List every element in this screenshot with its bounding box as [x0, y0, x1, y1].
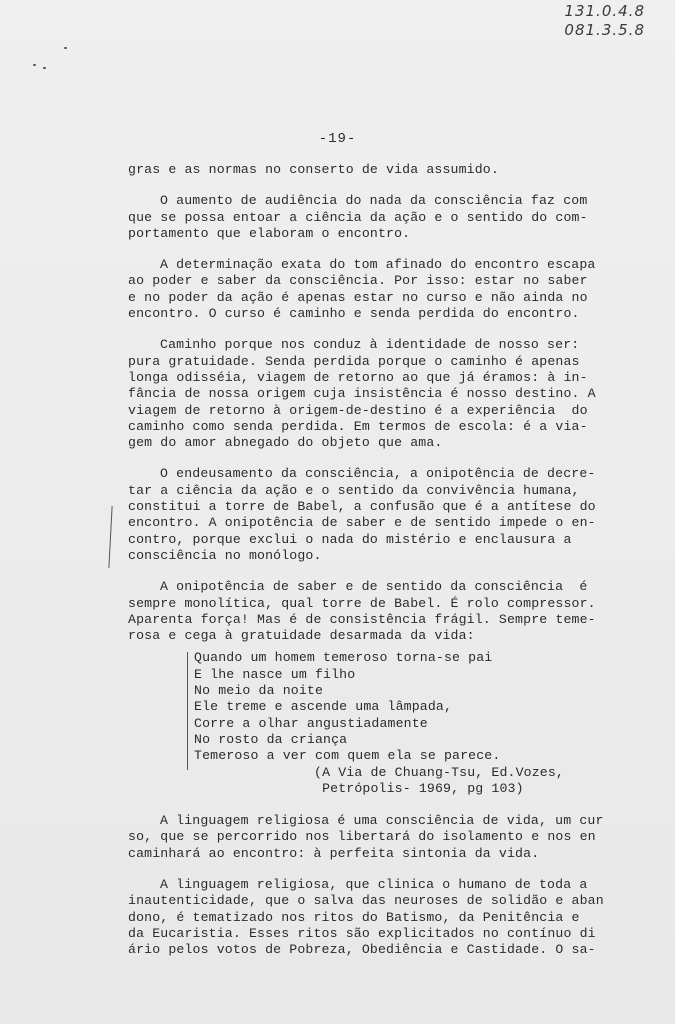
text-line: longa odisséia, viagem de retorno ao que já éramos: à in-: [128, 369, 588, 385]
text-line: inautenticidade, que o salva das neuroses de solidão e aban: [128, 893, 604, 909]
text-line: encontro. A onipotência de saber e de sentido impede o en-: [128, 515, 596, 531]
poem-line: E lhe nasce um filho: [194, 666, 356, 682]
text-line: constitui a torre de Babel, a confusão que é a antítese do: [128, 499, 596, 515]
margin-mark: [108, 506, 112, 568]
text-line: Caminho porque nos conduz à identidade de nosso ser:: [160, 337, 580, 353]
text-line: portamento que elaboram o encontro.: [128, 225, 411, 241]
text-line: dono, é tematizado nos ritos do Batismo, da Penitência e: [128, 909, 580, 925]
paragraph: [128, 337, 598, 451]
paragraph: [128, 466, 598, 564]
text-line: O aumento de audiência do nada da consciência faz com: [160, 193, 588, 209]
text-line: pura gratuidade. Senda perdida porque o caminho é apenas: [128, 353, 580, 369]
text-line: viagem de retorno à origem-de-destino é a experiência do: [128, 402, 588, 418]
text-line: O endeusamento da consciência, a onipotência de decre-: [160, 466, 596, 482]
poem-line: Ele treme e ascende uma lâmpada,: [194, 699, 453, 715]
text-line: fância de nossa origem cuja insistência é nosso destino. A: [128, 386, 596, 402]
text-line: contro, porque exclui o nada do mistério e enclausura a: [128, 531, 572, 547]
text-line: da Eucaristia. Esses ritos são explicitados no contínuo di: [128, 925, 596, 941]
poem-line: No meio da noite: [194, 683, 324, 699]
text-line: encontro. O curso é caminho e senda perdida do encontro.: [128, 306, 580, 322]
poem-citation: [194, 765, 598, 798]
text-line: A linguagem religiosa é uma consciência de vida, um cur: [160, 813, 604, 829]
archive-code-1: 131.0.4.8: [564, 2, 645, 20]
body-text: [128, 162, 604, 973]
text-line: gem do amor abnegado do objeto que ama.: [128, 435, 443, 451]
paragraph: [128, 813, 604, 862]
ink-speck: [33, 64, 36, 66]
text-line: rosa e cega à gratuidade desarmada da vida:: [128, 628, 475, 644]
ink-speck: [43, 67, 46, 69]
text-line: caminho como senda perdida. Em termos de escola: é a via-: [128, 418, 588, 434]
text-line: consciência no monólogo.: [128, 547, 322, 563]
paragraph: [128, 579, 598, 644]
poem-bracket: [187, 652, 188, 770]
poem-line: No rosto da criança: [194, 731, 348, 747]
text-line: A linguagem religiosa, que clinica o humano de toda a: [160, 876, 588, 892]
poem-line: Quando um homem temeroso torna-se pai: [194, 650, 493, 666]
text-line: que se possa entoar a ciência da ação e o sentido do com-: [128, 209, 588, 225]
ink-speck: [64, 47, 67, 49]
citation-line: Petrópolis- 1969, pg 103): [314, 780, 524, 796]
paragraph: [128, 193, 598, 242]
text-line: gras e as normas no conserto de vida assumido.: [128, 162, 499, 177]
paragraph-continuation: [128, 162, 598, 178]
poem-line: Corre a olhar angustiadamente: [194, 715, 428, 731]
paragraph: [128, 257, 598, 322]
text-line: A determinação exata do tom afinado do encontro escapa: [160, 257, 596, 273]
poem-line: Temeroso a ver com quem ela se parece.: [194, 748, 501, 764]
archive-codes: [564, 2, 645, 40]
paragraph: [128, 876, 604, 958]
archive-code-2: 081.3.5.8: [564, 21, 645, 39]
text-line: sempre monolítica, qual torre de Babel. É rolo compressor.: [128, 595, 596, 611]
text-line: caminhará ao encontro: à perfeita sintonia da vida.: [128, 845, 540, 861]
poem-quote: [190, 650, 598, 797]
text-line: ário pelos votos de Pobreza, Obediência e Castidade. O sa-: [128, 942, 596, 958]
page-number: -19-: [318, 131, 357, 147]
text-line: Aparenta força! Mas é de consistência frágil. Sempre teme-: [128, 611, 596, 627]
text-line: A onipotência de saber e de sentido da consciência é: [160, 579, 588, 595]
text-line: tar a ciência da ação e o sentido da convivência humana,: [128, 482, 580, 498]
text-line: ao poder e saber da consciência. Por isso: estar no saber: [128, 273, 588, 289]
text-line: so, que se percorrido nos libertará do isolamento e nos en: [128, 829, 596, 845]
text-line: e no poder da ação é apenas estar no curso e não ainda no: [128, 289, 588, 305]
citation-line: (A Via de Chuang-Tsu, Ed.Vozes,: [314, 764, 564, 780]
